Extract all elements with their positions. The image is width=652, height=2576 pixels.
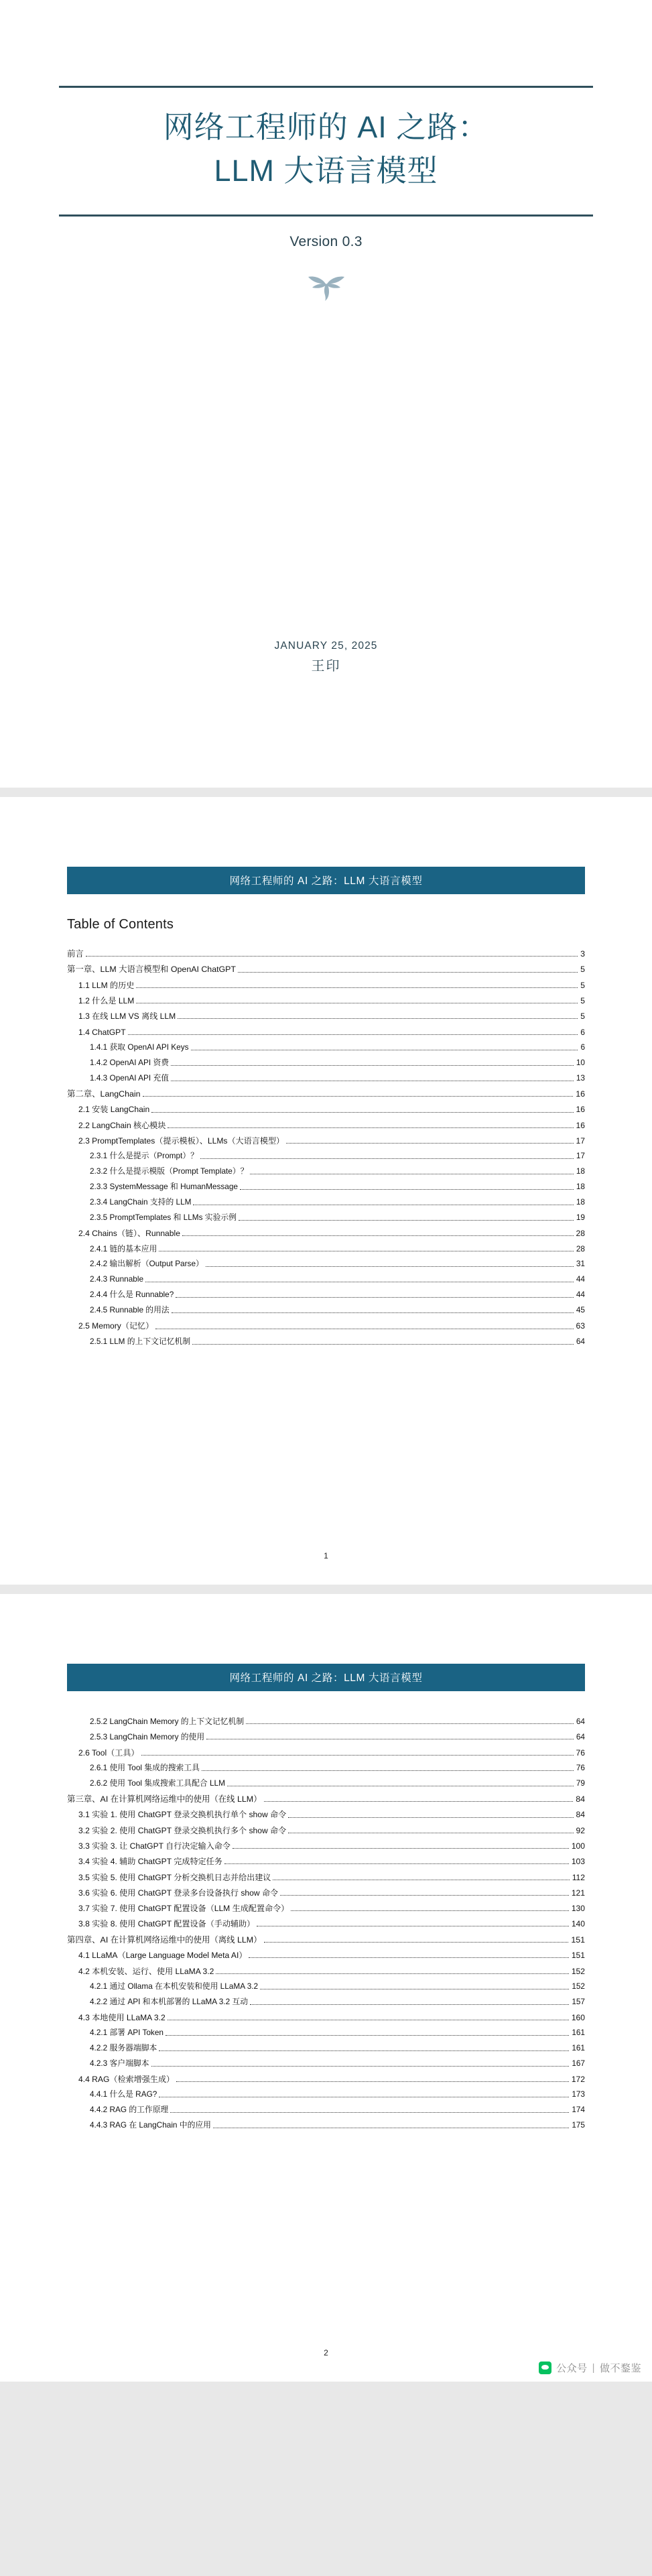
toc-entry[interactable] xyxy=(78,1117,585,1133)
toc-dot-leader xyxy=(213,2122,569,2128)
toc-page-1 xyxy=(0,797,652,1585)
toc-entry[interactable] xyxy=(78,1901,585,1916)
page-separator xyxy=(0,788,652,797)
toc-entry-page: 3 xyxy=(580,948,585,959)
toc-entry[interactable] xyxy=(90,1288,585,1303)
toc-entry-page: 167 xyxy=(572,2059,585,2069)
toc-dot-leader xyxy=(291,1905,569,1911)
toc-entry[interactable] xyxy=(90,1149,585,1164)
toc-entry-page: 10 xyxy=(576,1057,585,1067)
toc-list-1 xyxy=(67,946,585,1349)
toc-entry-page: 6 xyxy=(580,1042,585,1052)
toc-dot-leader xyxy=(250,1999,569,2005)
watermark-account: 做不鍪鉴 xyxy=(599,2363,641,2374)
toc-entry-title: 2.5.3 LangChain Memory 的使用 xyxy=(90,1731,205,1741)
toc-entry[interactable] xyxy=(78,1869,585,1885)
toc-entry-page: 151 xyxy=(571,1935,585,1945)
toc-entry-title: 2.2 LangChain 核心模块 xyxy=(78,1120,166,1130)
toc-dot-leader xyxy=(159,1245,574,1251)
toc-entry-title: 1.4.2 OpenAI API 资费 xyxy=(90,1057,170,1067)
toc-entry-page: 130 xyxy=(571,1904,585,1914)
toc-list-2 xyxy=(67,1714,585,2134)
toc-entry-title: 3.2 实验 2. 使用 ChatGPT 登录交换机执行多个 show 命令 xyxy=(78,1825,287,1835)
toc-entry-page: 174 xyxy=(572,2105,585,2115)
toc-entry[interactable] xyxy=(78,1916,585,1932)
toc-entry[interactable] xyxy=(67,946,585,962)
toc-dot-leader xyxy=(280,1890,569,1896)
toc-entry-title: 4.4.2 RAG 的工作原理 xyxy=(90,2105,169,2115)
toc-entry[interactable] xyxy=(78,1745,585,1760)
toc-entry-page: 19 xyxy=(576,1213,585,1223)
toc-entry-page: 152 xyxy=(572,1981,585,1991)
toc-entry[interactable] xyxy=(78,1102,585,1117)
toc-entry-page: 76 xyxy=(576,1747,585,1758)
toc-entry-title: 4.4.3 RAG 在 LangChain 中的应用 xyxy=(90,2120,211,2130)
toc-entry-title: 2.3.4 LangChain 支持的 LLM xyxy=(90,1197,192,1207)
toc-entry-page: 5 xyxy=(580,1011,585,1022)
toc-entry[interactable] xyxy=(78,1024,585,1040)
toc-entry-title: 2.4.1 链的基本应用 xyxy=(90,1243,157,1253)
toc-entry[interactable] xyxy=(90,2056,585,2071)
toc-dot-leader xyxy=(288,1827,573,1833)
toc-entry[interactable] xyxy=(90,2118,585,2134)
toc-dot-leader xyxy=(141,1750,574,1756)
toc-dot-leader xyxy=(128,1029,578,1035)
title-line-1: 网络工程师的 AI 之路： xyxy=(163,110,489,144)
toc-dot-leader xyxy=(239,1215,574,1221)
toc-dot-leader xyxy=(178,1013,578,1019)
toc-entry[interactable] xyxy=(90,1334,585,1349)
toc-dot-leader xyxy=(168,1122,573,1128)
toc-dot-leader xyxy=(206,1733,574,1739)
toc-entry-title: 3.3 实验 3. 让 ChatGPT 自行决定输入命令 xyxy=(78,1841,231,1851)
running-header: 网络工程师的 AI 之路：LLM 大语言模型 xyxy=(67,1664,585,1691)
toc-entry-title: 2.4.3 Runnable xyxy=(90,1274,144,1284)
toc-entry-page: 17 xyxy=(576,1136,585,1146)
toc-entry-page: 100 xyxy=(571,1841,585,1851)
toc-entry-title: 第四章、AI 在计算机网络运维中的使用（离线 LLM） xyxy=(67,1935,262,1945)
toc-entry[interactable] xyxy=(78,1133,585,1148)
toc-dot-leader xyxy=(151,1107,573,1113)
toc-entry-title: 2.6.1 使用 Tool 集成的搜索工具 xyxy=(90,1762,200,1772)
floral-ornament-icon xyxy=(256,0,397,80)
toc-dot-leader xyxy=(145,1276,574,1282)
toc-entry-page: 161 xyxy=(572,2028,585,2038)
toc-entry-page: 28 xyxy=(576,1229,585,1239)
toc-entry[interactable] xyxy=(78,2010,585,2025)
toc-entry-page: 79 xyxy=(576,1778,585,1788)
toc-entry-title: 1.3 在线 LLM VS 离线 LLM xyxy=(78,1011,176,1022)
toc-entry-page: 151 xyxy=(571,1951,585,1961)
toc-dot-leader xyxy=(168,2014,569,2020)
toc-entry-page: 16 xyxy=(576,1120,585,1130)
watermark-text: 公众号 xyxy=(556,2363,588,2374)
toc-dot-leader xyxy=(224,1858,569,1864)
toc-entry-page: 28 xyxy=(576,1243,585,1253)
toc-entry-title: 3.4 实验 4. 辅助 ChatGPT 完成特定任务 xyxy=(78,1857,222,1867)
toc-entry-page: 152 xyxy=(571,1966,585,1976)
toc-entry-page: 112 xyxy=(572,1872,585,1882)
toc-entry-title: 4.2.2 服务器端脚本 xyxy=(90,2043,157,2053)
toc-entry[interactable] xyxy=(90,1164,585,1180)
toc-entry-title: 2.3.3 SystemMessage 和 HumanMessage xyxy=(90,1182,238,1192)
toc-dot-leader xyxy=(200,1153,574,1159)
toc-entry-title: 2.5.2 LangChain Memory 的上下文记忆机制 xyxy=(90,1716,245,1726)
toc-entry-page: 5 xyxy=(580,965,585,975)
toc-entry-page: 157 xyxy=(572,1996,585,2006)
toc-entry-page: 13 xyxy=(576,1072,585,1083)
toc-entry-title: 2.4 Chains（链）、Runnable xyxy=(78,1229,180,1239)
toc-entry[interactable] xyxy=(90,2087,585,2103)
toc-dot-leader xyxy=(176,1292,574,1298)
toc-dot-leader xyxy=(176,2076,569,2082)
toc-entry[interactable] xyxy=(90,1180,585,1195)
toc-entry[interactable] xyxy=(90,1760,585,1776)
toc-dot-leader xyxy=(286,1138,573,1144)
toc-dot-leader xyxy=(171,1060,574,1066)
toc-entry-title: 2.3.1 什么是提示（Prompt）？ xyxy=(90,1151,198,1161)
toc-entry-page: 64 xyxy=(576,1336,585,1346)
toc-entry-page: 5 xyxy=(580,980,585,990)
toc-dot-leader xyxy=(260,1983,569,1989)
toc-entry-title: 3.1 实验 1. 使用 ChatGPT 登录交换机执行单个 show 命令 xyxy=(78,1810,287,1820)
toc-dot-leader xyxy=(159,2045,569,2051)
toc-entry-page: 18 xyxy=(576,1182,585,1192)
toc-dot-leader xyxy=(246,1718,574,1724)
toc-dot-leader xyxy=(240,1184,574,1190)
toc-entry[interactable] xyxy=(67,962,585,978)
running-header: 网络工程师的 AI 之路：LLM 大语言模型 xyxy=(67,867,585,894)
toc-dot-leader xyxy=(159,2091,569,2097)
toc-entry[interactable] xyxy=(90,1303,585,1318)
toc-entry[interactable] xyxy=(78,1823,585,1838)
toc-dot-leader xyxy=(193,1199,573,1205)
wechat-watermark xyxy=(539,2361,641,2375)
toc-entry-page: 175 xyxy=(572,2120,585,2130)
toc-dot-leader xyxy=(86,950,578,957)
toc-entry[interactable] xyxy=(90,1729,585,1745)
toc-entry-page: 5 xyxy=(580,996,585,1006)
toc-entry[interactable] xyxy=(78,1807,585,1823)
toc-entry[interactable] xyxy=(90,1257,585,1272)
page-title xyxy=(59,88,593,209)
toc-entry-page: 44 xyxy=(576,1274,585,1284)
toc-entry[interactable] xyxy=(90,1195,585,1211)
toc-entry-page: 16 xyxy=(576,1105,585,1115)
watermark-separator: | xyxy=(592,2362,595,2374)
author-name: 王印 xyxy=(311,659,341,674)
toc-entry[interactable] xyxy=(90,1211,585,1226)
toc-entry-title: 1.4.1 获取 OpenAI API Keys xyxy=(90,1042,189,1052)
toc-entry[interactable] xyxy=(67,1791,585,1807)
toc-dot-leader xyxy=(155,1323,573,1329)
toc-entry[interactable] xyxy=(90,2040,585,2056)
toc-entry-page: 76 xyxy=(576,1762,585,1772)
toc-entry-title: 1.1 LLM 的历史 xyxy=(78,980,135,990)
toc-entry[interactable] xyxy=(90,1040,585,1055)
toc-entry-title: 2.5 Memory（记忆） xyxy=(78,1321,154,1331)
toc-entry[interactable] xyxy=(90,1070,585,1086)
toc-entry-page: 17 xyxy=(576,1151,585,1161)
toc-entry-title: 2.3.2 什么是提示模版（Prompt Template）？ xyxy=(90,1166,249,1176)
toc-entry[interactable] xyxy=(90,2025,585,2040)
toc-entry[interactable] xyxy=(90,2103,585,2118)
toc-entry-title: 1.2 什么是 LLM xyxy=(78,996,135,1006)
toc-dot-leader xyxy=(171,1075,574,1081)
toc-entry[interactable] xyxy=(78,1838,585,1853)
toc-entry-page: 172 xyxy=(571,2075,585,2085)
toc-entry-title: 4.2 本机安装、运行、使用 LLaMA 3.2 xyxy=(78,1966,214,1976)
title-line-2: LLM 大语言模型 xyxy=(214,154,438,188)
toc-dot-leader xyxy=(206,1261,574,1267)
toc-entry-title: 1.4.3 OpenAI API 充值 xyxy=(90,1072,170,1083)
toc-entry-title: 4.3 本地使用 LLaMA 3.2 xyxy=(78,2012,166,2022)
toc-dot-leader xyxy=(166,2030,569,2036)
toc-dot-leader xyxy=(264,1937,569,1943)
toc-entry-page: 18 xyxy=(576,1166,585,1176)
toc-dot-leader xyxy=(202,1765,574,1771)
toc-entry[interactable] xyxy=(78,1854,585,1869)
wechat-icon xyxy=(539,2362,551,2374)
toc-dot-leader xyxy=(136,997,578,1003)
toc-entry[interactable] xyxy=(78,1009,585,1024)
toc-entry-page: 31 xyxy=(576,1259,585,1269)
toc-entry[interactable] xyxy=(78,1226,585,1241)
toc-dot-leader xyxy=(143,1091,574,1097)
toc-entry[interactable] xyxy=(90,1979,585,1994)
toc-dot-leader xyxy=(264,1796,574,1802)
toc-entry-page: 92 xyxy=(576,1825,585,1835)
toc-entry[interactable] xyxy=(78,1948,585,1963)
toc-entry-title: 第二章、LangChain xyxy=(67,1089,141,1099)
toc-entry-title: 4.2.1 部署 API Token xyxy=(90,2028,164,2038)
toc-dot-leader xyxy=(170,2107,569,2113)
leaf-ornament-icon xyxy=(305,270,348,301)
toc-entry-title: 2.4.4 什么是 Runnable? xyxy=(90,1290,174,1300)
toc-entry-title: 2.6.2 使用 Tool 集成搜索工具配合 LLM xyxy=(90,1778,225,1788)
toc-entry[interactable] xyxy=(90,1776,585,1791)
toc-entry-title: 1.4 ChatGPT xyxy=(78,1027,126,1037)
toc-entry-title: 3.8 实验 8. 使用 ChatGPT 配置设备（手动辅助） xyxy=(78,1919,255,1929)
toc-entry-title: 4.1 LLaMA（Large Language Model Meta AI） xyxy=(78,1951,247,1961)
toc-dot-leader xyxy=(172,1307,574,1313)
toc-entry-page: 64 xyxy=(576,1731,585,1741)
toc-entry[interactable] xyxy=(67,1086,585,1102)
toc-entry-title: 3.6 实验 6. 使用 ChatGPT 登录多台设备执行 show 命令 xyxy=(78,1888,279,1898)
page-number: 2 xyxy=(324,2348,328,2357)
publication-date: JANUARY 25, 2025 xyxy=(274,640,378,652)
toc-entry-title: 4.2.1 通过 Ollama 在本机安装和使用 LLaMA 3.2 xyxy=(90,1981,259,1991)
page-number: 1 xyxy=(324,1551,328,1560)
toc-entry-page: 161 xyxy=(572,2043,585,2053)
toc-entry-page: 63 xyxy=(576,1321,585,1331)
toc-entry-page: 44 xyxy=(576,1290,585,1300)
toc-dot-leader xyxy=(273,1874,569,1880)
toc-entry-title: 2.3.5 PromptTemplates 和 LLMs 实验示例 xyxy=(90,1213,237,1223)
toc-dot-leader xyxy=(182,1230,574,1236)
toc-entry-title: 2.3 PromptTemplates（提示模板）、LLMs（大语言模型） xyxy=(78,1136,285,1146)
toc-entry-page: 103 xyxy=(571,1857,585,1867)
toc-dot-leader xyxy=(250,1168,573,1174)
toc-entry-page: 16 xyxy=(576,1089,585,1099)
toc-entry[interactable] xyxy=(78,1318,585,1334)
toc-entry-page: 6 xyxy=(580,1027,585,1037)
toc-entry-title: 2.4.5 Runnable 的用法 xyxy=(90,1305,170,1315)
toc-entry-title: 2.6 Tool（工具） xyxy=(78,1747,139,1758)
page-separator xyxy=(0,1585,652,1594)
toc-entry-title: 4.4 RAG（检索增强生成） xyxy=(78,2075,175,2085)
toc-entry[interactable] xyxy=(78,2071,585,2087)
toc-entry-title: 第三章、AI 在计算机网络运维中的使用（在线 LLM） xyxy=(67,1794,262,1804)
toc-dot-leader xyxy=(238,967,578,973)
toc-dot-leader xyxy=(216,1968,569,1974)
toc-entry-title: 2.1 安装 LangChain xyxy=(78,1105,150,1115)
toc-entry[interactable] xyxy=(67,1932,585,1948)
toc-entry-page: 84 xyxy=(576,1794,585,1804)
toc-heading: Table of Contents xyxy=(67,917,174,932)
toc-dot-leader xyxy=(151,2061,570,2067)
toc-entry[interactable] xyxy=(90,1714,585,1729)
toc-entry-title: 前言 xyxy=(67,948,84,959)
toc-entry-page: 121 xyxy=(571,1888,585,1898)
toc-dot-leader xyxy=(136,982,578,988)
toc-entry[interactable] xyxy=(78,1885,585,1900)
toc-dot-leader xyxy=(249,1952,568,1958)
toc-entry[interactable] xyxy=(78,993,585,1008)
title-page xyxy=(0,0,652,788)
toc-dot-leader xyxy=(233,1843,569,1849)
toc-dot-leader xyxy=(257,1920,569,1926)
version-label: Version 0.3 xyxy=(289,233,363,249)
toc-entry-page: 45 xyxy=(576,1305,585,1315)
toc-entry-title: 4.2.3 客户端脚本 xyxy=(90,2059,149,2069)
toc-entry[interactable] xyxy=(78,977,585,993)
title-metadata xyxy=(0,640,652,674)
toc-entry-page: 173 xyxy=(572,2089,585,2099)
toc-entry-page: 160 xyxy=(571,2012,585,2022)
toc-entry-title: 3.5 实验 5. 使用 ChatGPT 分析交换机日志并给出建议 xyxy=(78,1872,271,1882)
toc-entry-title: 3.7 实验 7. 使用 ChatGPT 配置设备（LLM 生成配置命令） xyxy=(78,1904,289,1914)
toc-entry-title: 2.4.2 输出解析（Output Parse） xyxy=(90,1259,204,1269)
toc-entry[interactable] xyxy=(90,1241,585,1257)
toc-entry-page: 18 xyxy=(576,1197,585,1207)
toc-dot-leader xyxy=(192,1339,574,1345)
toc-entry-title: 第一章、LLM 大语言模型和 OpenAI ChatGPT xyxy=(67,965,236,975)
toc-entry[interactable] xyxy=(78,1963,585,1979)
toc-entry-title: 4.4.1 什么是 RAG? xyxy=(90,2089,157,2099)
toc-entry-title: 2.5.1 LLM 的上下文记忆机制 xyxy=(90,1336,191,1346)
toc-entry[interactable] xyxy=(90,1272,585,1288)
toc-entry-title: 4.2.2 通过 API 和本机部署的 LLaMA 3.2 互动 xyxy=(90,1996,249,2006)
toc-entry-page: 140 xyxy=(571,1919,585,1929)
toc-entry-page: 64 xyxy=(576,1716,585,1726)
toc-entry[interactable] xyxy=(90,1055,585,1070)
toc-entry-page: 84 xyxy=(576,1810,585,1820)
toc-dot-leader xyxy=(191,1044,578,1050)
toc-entry[interactable] xyxy=(90,1994,585,2010)
toc-dot-leader xyxy=(288,1812,573,1818)
toc-page-2 xyxy=(0,1594,652,2382)
toc-dot-leader xyxy=(227,1780,574,1786)
